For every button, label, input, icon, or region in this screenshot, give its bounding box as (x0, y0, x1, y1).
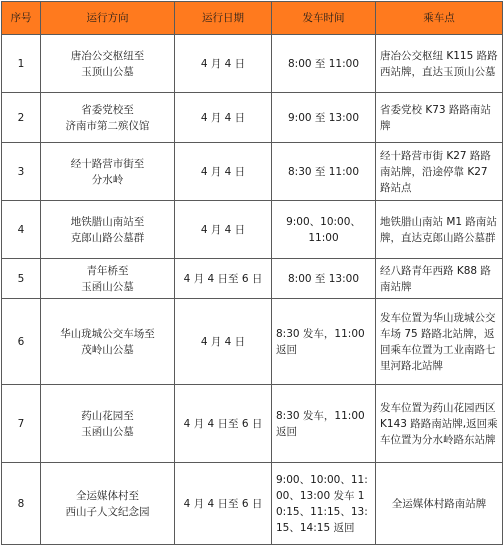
time-cell: 8:00 至 11:00 (272, 35, 376, 93)
time-cell: 8:30 发车，11:00 返回 (272, 299, 376, 385)
boarding-point-cell: 经十路营市街 K27 路路南站牌，沿途停靠 K27 路站点 (376, 143, 503, 201)
direction-cell (41, 299, 175, 385)
time-cell: 9:00、10:00、11:00 (272, 201, 376, 259)
date-cell: 4 月 4 日 (175, 201, 272, 259)
direction-from: 药山花园至 (81, 409, 134, 422)
time-cell: 9:00 至 13:00 (272, 93, 376, 143)
direction-cell (41, 35, 175, 93)
date-cell: 4 月 4 日至 6 日 (175, 385, 272, 463)
table-row (2, 35, 503, 93)
row-number: 3 (2, 143, 41, 201)
date-cell: 4 月 4 日 (175, 35, 272, 93)
header-boarding-point: 乘车点 (376, 2, 503, 35)
direction-to: 玉顶山公墓 (81, 65, 134, 78)
direction-cell (41, 201, 175, 259)
direction-from: 省委党校至 (81, 103, 134, 116)
time-cell: 9:00、10:00、11:00、13:00 发车 10:15、11:15、13:15、14:15 返回 (272, 463, 376, 545)
direction-to: 茂岭山公墓 (81, 343, 134, 356)
row-number: 7 (2, 385, 41, 463)
header-date: 运行日期 (175, 2, 272, 35)
table-header-row (2, 2, 503, 35)
boarding-point-cell: 省委党校 K73 路路南站牌 (376, 93, 503, 143)
direction-from: 全运媒体村至 (76, 489, 139, 502)
date-cell: 4 月 4 日 (175, 299, 272, 385)
direction-cell (41, 259, 175, 299)
date-cell: 4 月 4 日至 6 日 (175, 463, 272, 545)
header-no: 序号 (2, 2, 41, 35)
boarding-point-cell: 唐冶公交枢纽 K115 路路西站牌，直达玉顶山公墓 (376, 35, 503, 93)
direction-from: 青年桥至 (86, 264, 129, 277)
direction-from: 华山珑城公交车场至 (60, 327, 155, 340)
bus-schedule-table (1, 1, 503, 545)
table-row (2, 259, 503, 299)
row-number: 4 (2, 201, 41, 259)
direction-cell (41, 93, 175, 143)
direction-to: 西山子人文纪念园 (65, 505, 150, 518)
time-cell: 8:00 至 13:00 (272, 259, 376, 299)
table-row (2, 385, 503, 463)
row-number: 6 (2, 299, 41, 385)
date-cell: 4 月 4 日 (175, 143, 272, 201)
boarding-point-cell: 全运媒体村路南站牌 (376, 463, 503, 545)
boarding-point-cell: 发车位置为药山花园西区 K143 路路南站牌,返回乘车位置为分水岭路东站牌 (376, 385, 503, 463)
direction-to: 分水岭 (91, 173, 124, 186)
direction-to: 克郎山路公墓群 (70, 231, 145, 244)
direction-from: 地铁腊山南站至 (70, 215, 145, 228)
row-number: 5 (2, 259, 41, 299)
table-row (2, 463, 503, 545)
row-number: 1 (2, 35, 41, 93)
direction-from: 经十路营市街至 (70, 157, 145, 170)
table-row (2, 299, 503, 385)
time-cell: 8:30 至 11:00 (272, 143, 376, 201)
direction-cell (41, 463, 175, 545)
boarding-point-cell: 地铁腊山南站 M1 路南站牌，直达克郎山路公墓群 (376, 201, 503, 259)
direction-from: 唐冶公交枢纽至 (70, 49, 145, 62)
date-cell: 4 月 4 日 (175, 93, 272, 143)
date-cell: 4 月 4 日至 6 日 (175, 259, 272, 299)
direction-to: 玉函山公墓 (81, 425, 134, 438)
boarding-point-cell: 发车位置为华山珑城公交车场 75 路路北站牌，返回乘车位置为工业南路七里河路北站牌 (376, 299, 503, 385)
table-row (2, 93, 503, 143)
header-direction: 运行方向 (41, 2, 175, 35)
direction-cell (41, 385, 175, 463)
table-row (2, 201, 503, 259)
direction-cell (41, 143, 175, 201)
boarding-point-cell: 经八路青年西路 K88 路南站牌 (376, 259, 503, 299)
row-number: 8 (2, 463, 41, 545)
time-cell: 8:30 发车，11:00 返回 (272, 385, 376, 463)
direction-to: 济南市第二殡仪馆 (65, 119, 150, 132)
row-number: 2 (2, 93, 41, 143)
direction-to: 玉函山公墓 (81, 280, 134, 293)
header-departure-time: 发车时间 (272, 2, 376, 35)
table-row (2, 143, 503, 201)
